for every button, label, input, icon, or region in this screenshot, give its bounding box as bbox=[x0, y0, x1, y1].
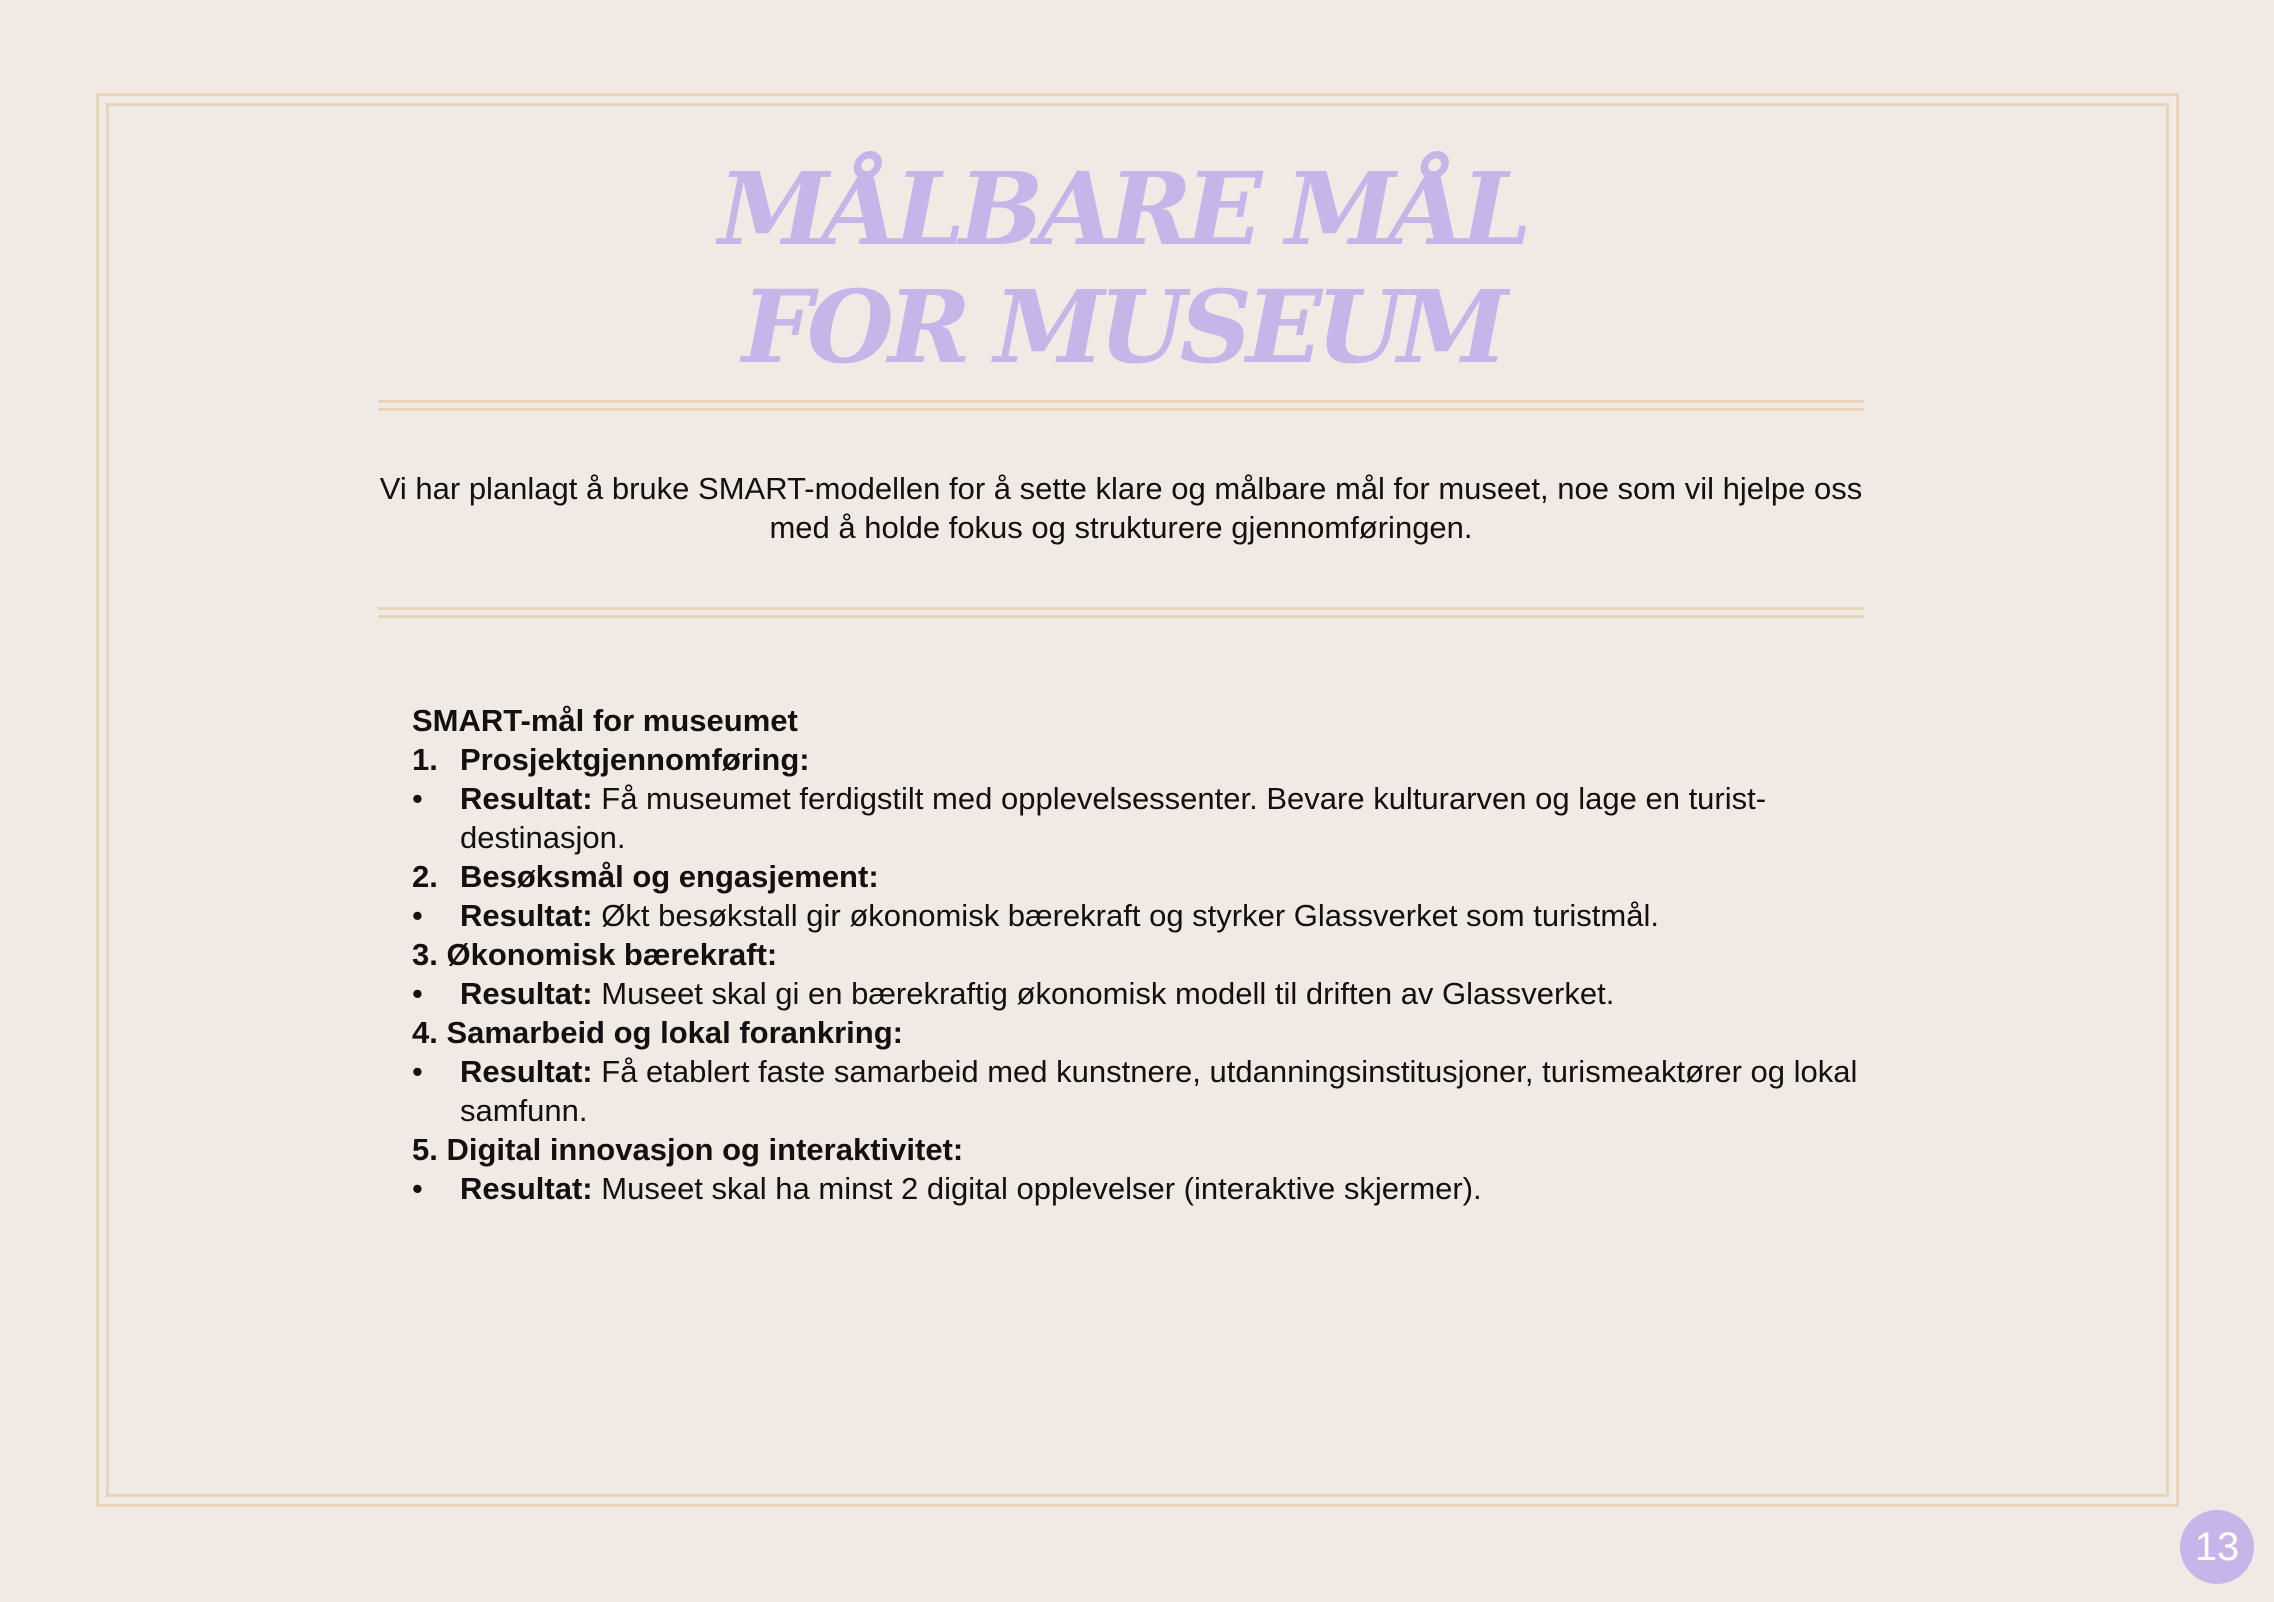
bullet-icon: • bbox=[412, 781, 423, 816]
bullet-icon: • bbox=[412, 898, 423, 933]
page-title bbox=[380, 150, 1864, 386]
goal-title-text: Prosjektgjennomføring: bbox=[460, 742, 810, 777]
bullet-icon: • bbox=[412, 976, 423, 1011]
smart-goals-section bbox=[412, 701, 1872, 1208]
goal-title bbox=[412, 740, 1872, 779]
result-text: Få museumet ferdigstilt med opplevelsessenter. Bevare kulturarven og lage en turist-destinasjon. bbox=[460, 781, 1767, 855]
goal-number: 4. bbox=[412, 1015, 438, 1050]
result-text: Få etablert faste samarbeid med kunstnere, utdanningsinstitusjoner, turismeaktører og lokal samfunn. bbox=[460, 1054, 1858, 1128]
result-label: Resultat: bbox=[460, 1171, 593, 1206]
goal-result bbox=[412, 974, 1872, 1013]
intro-paragraph: Vi har planlagt å bruke SMART-modellen for å sette klare og målbare mål for museet, noe som vil hjelpe oss med å holde fokus og strukturere gjennomføringen. bbox=[379, 471, 1863, 545]
page-number-badge: 13 bbox=[2180, 1510, 2254, 1584]
goal-number: 2. bbox=[412, 859, 438, 894]
divider-top bbox=[378, 400, 1864, 412]
bullet-icon: • bbox=[412, 1171, 423, 1206]
goal-number: 3. bbox=[412, 937, 438, 972]
result-text: Museet skal ha minst 2 digital opplevelser (interaktive skjermer). bbox=[601, 1171, 1482, 1206]
goal-result bbox=[412, 1169, 1872, 1208]
result-label: Resultat: bbox=[460, 976, 593, 1011]
bullet-icon: • bbox=[412, 1054, 423, 1089]
goal-title-text: Digital innovasjon og interaktivitet: bbox=[446, 1132, 964, 1167]
smart-goals-heading: SMART-mål for museumet bbox=[412, 703, 798, 738]
result-text: Økt besøkstall gir økonomisk bærekraft og styrker Glassverket som turistmål. bbox=[601, 898, 1659, 933]
goal-title bbox=[412, 1013, 1872, 1052]
goal-result bbox=[412, 896, 1872, 935]
goal-title-text: Økonomisk bærekraft: bbox=[446, 937, 778, 972]
result-text: Museet skal gi en bærekraftig økonomisk modell til driften av Glassverket. bbox=[601, 976, 1615, 1011]
divider-bottom bbox=[378, 607, 1864, 619]
goal-result bbox=[412, 779, 1872, 857]
result-label: Resultat: bbox=[460, 898, 593, 933]
result-label: Resultat: bbox=[460, 1054, 593, 1089]
goal-result bbox=[412, 1052, 1872, 1130]
goal-title bbox=[412, 857, 1872, 896]
goal-title-text: Samarbeid og lokal forankring: bbox=[446, 1015, 903, 1050]
result-label: Resultat: bbox=[460, 781, 593, 816]
goal-title bbox=[412, 1130, 1872, 1169]
goal-title bbox=[412, 935, 1872, 974]
goal-title-text: Besøksmål og engasjement: bbox=[460, 859, 879, 894]
page-title-line-2: FOR MUSEUM bbox=[741, 268, 1503, 386]
goal-number: 5. bbox=[412, 1132, 438, 1167]
goal-number: 1. bbox=[412, 742, 438, 777]
page-title-line-1: MÅLBARE MÅL bbox=[718, 150, 1526, 268]
